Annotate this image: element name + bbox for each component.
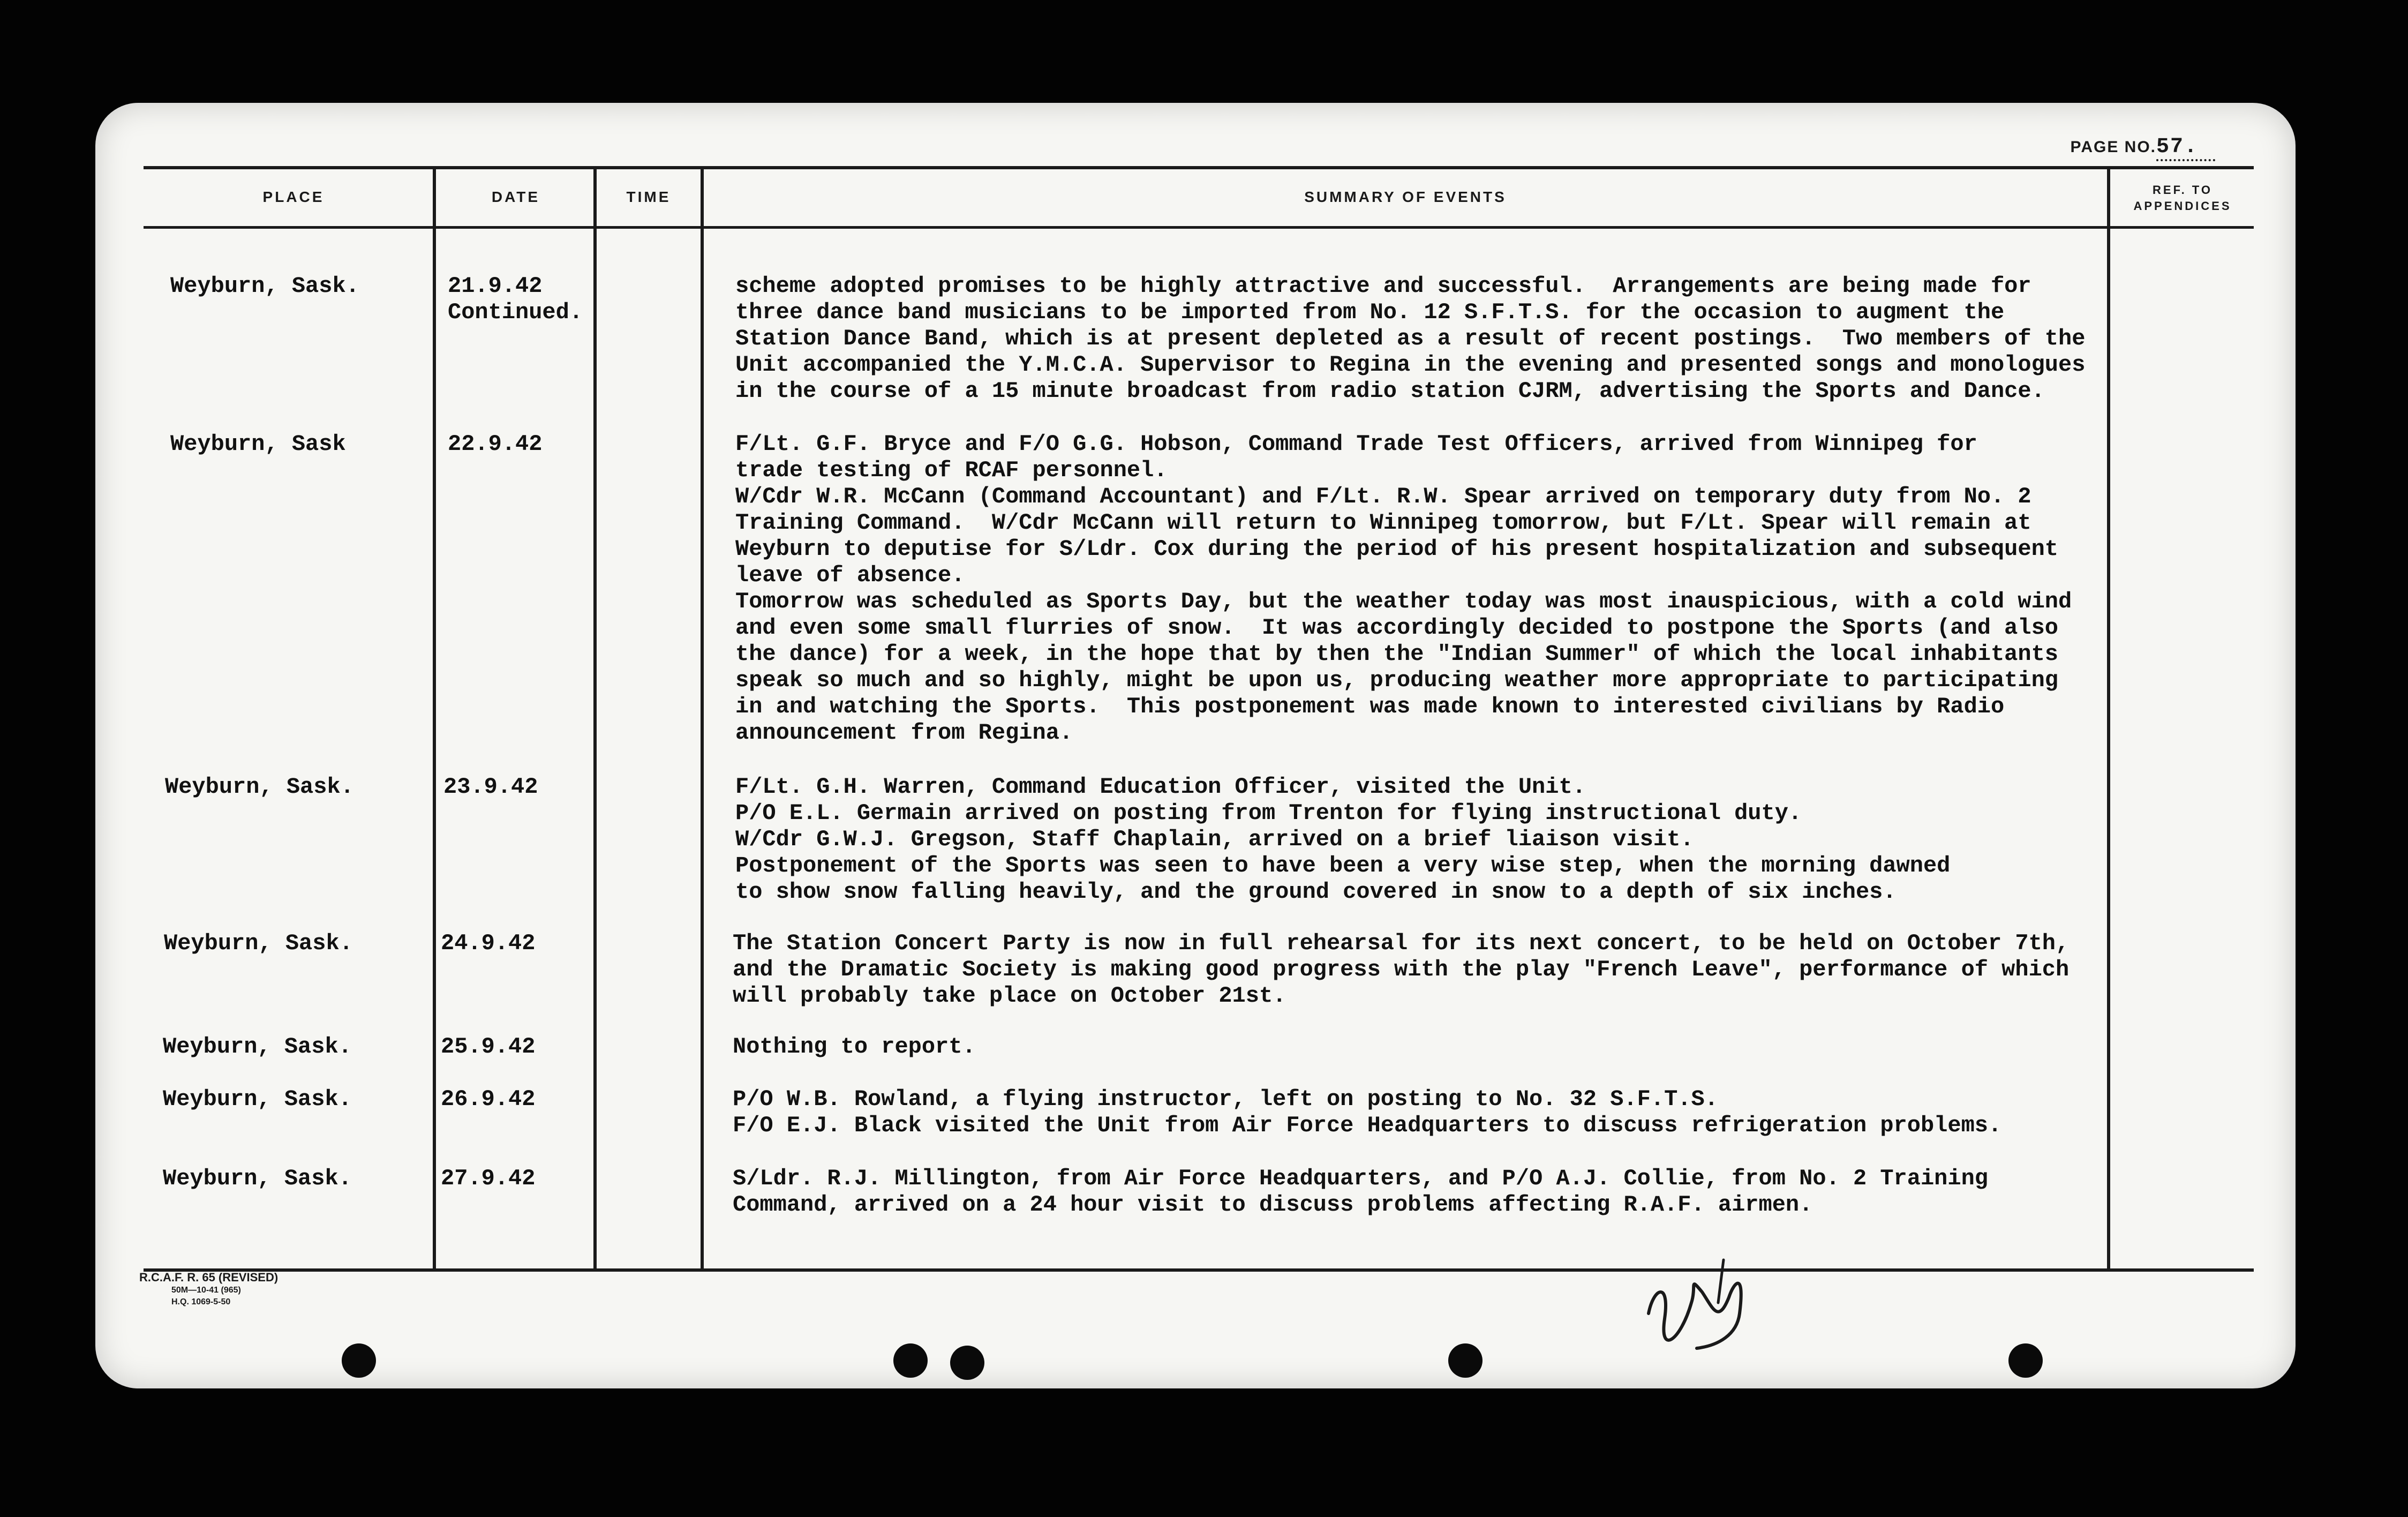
entry-place: Weyburn, Sask (170, 431, 346, 457)
entry-summary (733, 1034, 976, 1060)
summary-line: Unit accompanied the Y.M.C.A. Supervisor to Regina in the evening and presented songs and monologues (735, 352, 2086, 378)
punch-hole (342, 1343, 376, 1378)
summary-line: Weyburn to deputise for S/Ldr. Cox during the period of his present hospitalization and subsequent (735, 536, 2059, 562)
entry-place: Weyburn, Sask. (164, 930, 353, 956)
column-header-date: DATE (491, 189, 540, 205)
summary-line: Training Command. W/Cdr McCann will return to Winnipeg tomorrow, but F/Lt. Spear will remain at (735, 510, 2031, 536)
punch-hole (950, 1346, 984, 1380)
summary-line: F/O E.J. Black visited the Unit from Air Force Headquarters to discuss refrigeration problems. (733, 1113, 2002, 1138)
summary-line: three dance band musicians to be imported from No. 12 S.F.T.S. for the occasion to augment the (735, 299, 2005, 325)
entry-place: Weyburn, Sask. (163, 1166, 352, 1191)
entry-date: 24.9.42 (441, 930, 536, 956)
summary-line: W/Cdr G.W.J. Gregson, Staff Chaplain, arrived on a brief liaison visit. (735, 827, 1694, 852)
column-header-place: PLACE (262, 189, 325, 205)
entry-date: 21.9.42 Continued. (448, 273, 583, 325)
divider-place-date (433, 166, 436, 1271)
page-number-label: PAGE NO. (2070, 138, 2156, 156)
form-print-code: 50M—10-41 (965) (171, 1286, 241, 1295)
summary-line: speak so much and so highly, might be upon us, producing weather more appropriate to participating (735, 667, 2059, 693)
summary-line: Nothing to report. (733, 1034, 976, 1060)
summary-line: The Station Concert Party is now in full rehearsal for its next concert, to be held on October 7th, (733, 930, 2070, 956)
summary-line: announcement from Regina. (735, 720, 1073, 746)
entry-date: 23.9.42 (443, 774, 538, 800)
summary-line: Command, arrived on a 24 hour visit to discuss problems affecting R.A.F. airmen. (733, 1192, 1813, 1218)
entry-date: 26.9.42 (441, 1086, 536, 1112)
summary-line: P/O E.L. Germain arrived on posting from Trenton for flying instructional duty. (735, 800, 1802, 826)
summary-line: Station Dance Band, which is at present depleted as a result of recent postings. Two members of the (735, 326, 2086, 351)
entry-date: 27.9.42 (441, 1166, 536, 1191)
summary-line: leave of absence. (735, 562, 965, 588)
entry-date: 22.9.42 (448, 431, 543, 457)
page-number-value: 57. (2156, 135, 2215, 161)
summary-line: and even some small flurries of snow. It was accordingly decided to postpone the Sports (and also (735, 615, 2059, 641)
summary-line: in and watching the Sports. This postponement was made known to interested civilians by Radio (735, 694, 2005, 719)
header-top-rule (144, 166, 2254, 169)
divider-date-time (593, 166, 597, 1271)
entry-place: Weyburn, Sask. (170, 273, 359, 299)
column-header-summary: SUMMARY OF EVENTS (1304, 189, 1507, 205)
punch-hole (893, 1343, 928, 1378)
form-footer (139, 1271, 278, 1308)
signature-initials (1638, 1238, 1766, 1356)
summary-line: in the course of a 15 minute broadcast from radio station CJRM, advertising the Sports and Dance. (735, 378, 2045, 404)
form-number: R.C.A.F. R. 65 (REVISED) (139, 1271, 279, 1284)
entry-summary (735, 774, 1950, 905)
summary-line: F/Lt. G.H. Warren, Command Education Officer, visited the Unit. (735, 774, 1586, 800)
header-bottom-rule (144, 226, 2254, 229)
summary-line: scheme adopted promises to be highly attractive and successful. Arrangements are being made for (735, 273, 2031, 299)
summary-line: trade testing of RCAF personnel. (735, 457, 1168, 483)
column-header-ref-line1: REF. TO (2153, 183, 2213, 197)
summary-line: and the Dramatic Society is making good progress with the play "French Leave", performance of which (733, 957, 2070, 982)
summary-line: Postponement of the Sports was seen to have been a very wise step, when the morning dawned (735, 853, 1951, 878)
form-hq-code: H.Q. 1069-5-50 (171, 1297, 231, 1306)
divider-summary-ref (2107, 166, 2110, 1271)
punch-hole (2008, 1343, 2043, 1378)
punch-hole (1448, 1343, 1483, 1378)
summary-line: the dance) for a week, in the hope that by then the "Indian Summer" of which the local inhabitants (735, 641, 2059, 667)
entry-place: Weyburn, Sask. (163, 1034, 352, 1060)
column-header-ref-line2: APPENDICES (2133, 199, 2232, 213)
diary-sheet (95, 103, 2296, 1388)
entry-summary (735, 273, 2085, 404)
summary-line: Tomorrow was scheduled as Sports Day, but the weather today was most inauspicious, with a cold wind (735, 589, 2072, 614)
entry-summary (733, 1166, 1988, 1218)
entry-place: Weyburn, Sask. (163, 1086, 352, 1112)
summary-line: P/O W.B. Rowland, a flying instructor, left on posting to No. 32 S.F.T.S. (733, 1086, 1718, 1112)
entry-summary (733, 1086, 2001, 1139)
entry-summary (733, 930, 2069, 1009)
summary-line: W/Cdr W.R. McCann (Command Accountant) and F/Lt. R.W. Spear arrived on temporary duty from No. 2 (735, 484, 2031, 509)
entry-date: 25.9.42 (441, 1034, 536, 1060)
table-bottom-rule (144, 1268, 2254, 1272)
column-header-time: TIME (626, 189, 671, 205)
divider-time-summary (701, 166, 704, 1271)
summary-line: will probably take place on October 21st. (733, 983, 1286, 1009)
summary-line: F/Lt. G.F. Bryce and F/O G.G. Hobson, Command Trade Test Officers, arrived from Winnipeg for (735, 431, 1977, 457)
entry-summary (735, 431, 2072, 746)
page-number (2071, 135, 2215, 161)
summary-line: S/Ldr. R.J. Millington, from Air Force Headquarters, and P/O A.J. Collie, from No. 2 Training (733, 1166, 1988, 1191)
summary-line: to show snow falling heavily, and the ground covered in snow to a depth of six inches. (735, 879, 1897, 905)
entry-place: Weyburn, Sask. (165, 774, 354, 800)
